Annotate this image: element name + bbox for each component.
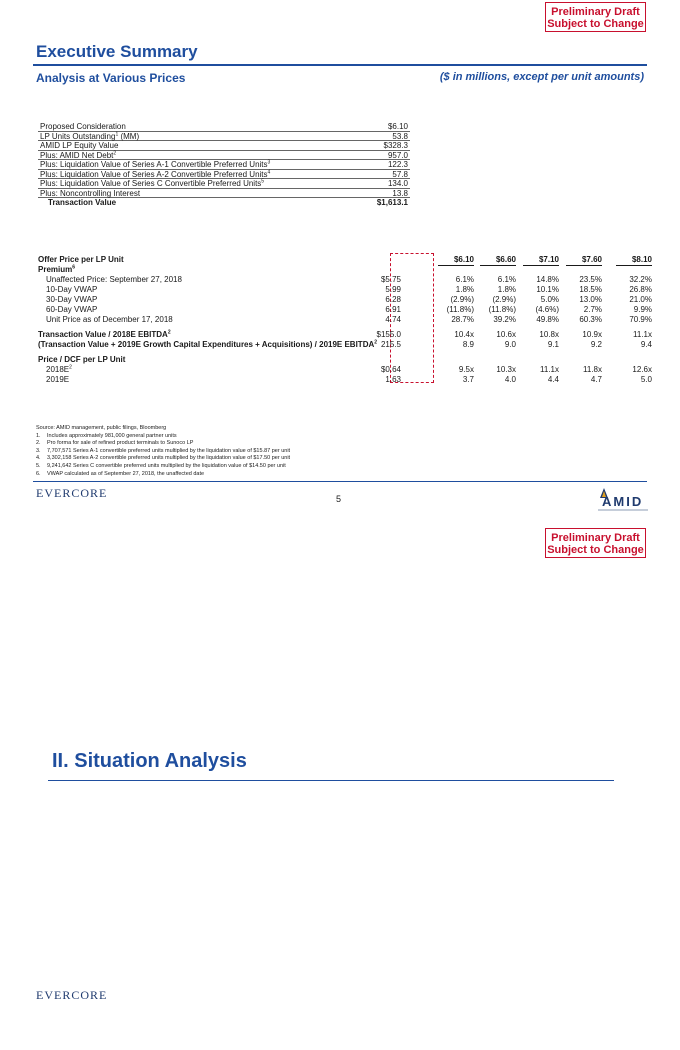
row-label (38, 330, 171, 340)
current-value: 1.63 (385, 375, 401, 384)
table-cell: 2.7% (583, 305, 602, 314)
current-value: 5.99 (385, 285, 401, 294)
table-cell: 1.8% (497, 285, 516, 294)
table-cell: (2.9%) (450, 295, 474, 304)
table-row (38, 375, 656, 385)
table-cell: 10.6x (496, 330, 516, 339)
consideration-value: 13.8 (392, 188, 408, 198)
row-label-text: 30-Day VWAP (46, 295, 98, 304)
table-row (38, 340, 656, 350)
label-suffix: (MM) (118, 131, 140, 141)
footnote (36, 455, 290, 463)
consideration-value: $328.3 (383, 141, 408, 150)
footnote-ref: 1 (115, 130, 119, 137)
label-text: Proposed Consideration (40, 122, 126, 131)
footnote-ref: 2 (69, 364, 72, 371)
table-cell: 5.0% (540, 295, 559, 304)
table-cell: (4.6%) (535, 305, 559, 314)
total-value: $1,613.1 (376, 198, 408, 207)
table-cell: 9.2 (590, 340, 602, 349)
footnote-number: 1. (36, 432, 41, 439)
table-cell: 13.0% (579, 295, 602, 304)
consideration-label (40, 170, 270, 180)
table-cell: 9.9% (633, 305, 652, 314)
consideration-row (38, 160, 410, 170)
row-label-text: 10-Day VWAP (46, 285, 98, 294)
footnote-ref: 4 (267, 168, 271, 175)
units-note: ($ in millions, except per unit amounts) (439, 71, 644, 83)
footnote-ref: 6 (72, 264, 76, 271)
offer-price-header: $7.60 (566, 255, 602, 266)
stamp-line-2: Subject to Change (547, 544, 644, 556)
table-cell: 9.0 (504, 340, 516, 349)
table-cell: 11.1x (633, 330, 652, 339)
consideration-value: $6.10 (387, 122, 408, 131)
footnote-number: 4. (36, 455, 41, 462)
row-label (38, 340, 377, 350)
table-cell: 21.0% (629, 295, 652, 304)
footnote-text: 9,241,642 Series C convertible preferred units multiplied by the liquidation value of $14.50 per unit (47, 462, 286, 469)
row-label (46, 315, 173, 325)
current-value: $5.75 (380, 275, 401, 284)
consideration-label (40, 151, 116, 161)
table-cell: 6.1% (497, 275, 516, 284)
offer-price-header: $6.60 (480, 255, 516, 266)
consideration-row (38, 141, 410, 151)
label-text: Plus: Liquidation Value of Series A-1 Convertible Preferred Units (40, 160, 268, 169)
row-label-text: Unit Price as of December 17, 2018 (46, 315, 173, 324)
table-cell: 26.8% (629, 285, 652, 294)
table-cell: 9.4 (640, 340, 652, 349)
table-cell: (2.9%) (492, 295, 516, 304)
consideration-value: 134.0 (387, 179, 408, 188)
footnote (36, 448, 290, 456)
consideration-row (38, 151, 410, 161)
section-rule (48, 780, 614, 781)
table-cell: (11.8%) (488, 305, 516, 314)
footer-rule (33, 481, 647, 482)
preliminary-draft-stamp (545, 2, 646, 32)
consideration-row (38, 132, 410, 142)
row-label (46, 295, 97, 305)
table-cell: 9.1 (547, 340, 559, 349)
current-value: 6.28 (385, 295, 401, 304)
table-cell: 49.8% (536, 315, 559, 324)
row-label (46, 275, 182, 285)
table-cell: 39.2% (493, 315, 516, 324)
offer-price-header: $6.10 (438, 255, 474, 266)
offer-header-label: Offer Price per LP Unit (38, 255, 124, 264)
consideration-row (38, 122, 410, 132)
consideration-row (38, 170, 410, 180)
consideration-value: 122.3 (387, 160, 408, 169)
dcf-label-row (38, 355, 656, 365)
footnote-number: 2. (36, 440, 41, 447)
table-cell: 4.4 (547, 375, 559, 384)
table-cell: 10.1% (536, 285, 559, 294)
premium-text: Premium (38, 265, 73, 274)
section-title: II. Situation Analysis (52, 750, 247, 772)
table-cell: 8.9 (462, 340, 474, 349)
table-cell: 1.8% (455, 285, 474, 294)
footnote-number: 3. (36, 447, 41, 454)
row-label (46, 375, 69, 385)
evercore-logo: EVERCORE (36, 486, 108, 500)
consideration-label (40, 160, 270, 170)
label-text: Plus: Liquidation Value of Series A-2 Convertible Preferred Units (40, 169, 268, 179)
table-cell: 70.9% (629, 315, 652, 324)
consideration-label (40, 141, 118, 151)
footnote (36, 440, 290, 448)
row-label-text: Unaffected Price: September 27, 2018 (46, 275, 182, 284)
footnote-ref: 5 (261, 178, 265, 185)
footnote-list (36, 433, 290, 479)
current-value: 215.5 (380, 340, 401, 349)
row-label-text: 2019E (46, 375, 70, 384)
transaction-value-row (38, 198, 410, 208)
footnote (36, 471, 290, 479)
premium-label (38, 265, 75, 275)
consideration-row (38, 189, 410, 199)
table-cell: 5.0 (640, 375, 652, 384)
table-cell: 32.2% (629, 275, 652, 284)
label-text: AMID LP Equity Value (40, 141, 119, 150)
page-number: 5 (336, 494, 342, 504)
footnote-number: 5. (36, 462, 41, 469)
table-row (38, 330, 656, 340)
footnote-text: 7,707,571 Series A-1 convertible preferred units multiplied by the liquidation value of $15.87 per unit (47, 447, 291, 454)
table-cell: 9.5x (458, 365, 474, 374)
table-cell: 3.7 (462, 375, 474, 384)
table-cell: 10.8x (539, 330, 559, 339)
footnote-text: VWAP calculated as of September 27, 2018, the unaffected date (47, 470, 205, 477)
preliminary-draft-stamp-2 (545, 528, 646, 558)
evercore-logo-bottom: EVERCORE (36, 988, 108, 1002)
consideration-label (40, 189, 140, 199)
table-cell: 4.7 (590, 375, 602, 384)
row-label-text: (Transaction Value + 2019E Growth Capital Expenditures + Acquisitions) / 2019E EBITDA (38, 340, 375, 349)
table-cell: 11.8x (583, 365, 602, 374)
table-row (38, 315, 656, 325)
table-row (38, 295, 656, 305)
row-label (46, 285, 97, 295)
table-cell: 11.1x (540, 365, 559, 374)
consideration-label (40, 132, 139, 142)
row-label (46, 305, 97, 315)
row-label (46, 365, 72, 375)
offer-price-table (38, 255, 656, 385)
consideration-value: 53.8 (392, 131, 408, 141)
current-value: $155.0 (376, 330, 401, 339)
table-row (38, 285, 656, 295)
footnote-ref: 2 (374, 339, 378, 346)
consideration-value: 957.0 (387, 150, 408, 160)
stamp-line-1: Preliminary Draft (551, 532, 640, 544)
source-note: Source: AMID management, public filings, Bloomberg (36, 425, 167, 431)
offer-price-header: $7.10 (523, 255, 559, 266)
table-cell: 23.5% (579, 275, 602, 284)
consideration-value: 57.8 (392, 169, 408, 179)
row-label-text: 2018E (46, 365, 70, 374)
table-cell: 12.6x (632, 365, 652, 374)
stamp-line-2: Subject to Change (547, 18, 644, 30)
footnote-text: 3,302,158 Series A-2 convertible preferred units multiplied by the liquidation value of $17.50 per unit (47, 455, 291, 462)
label-text: Plus: AMID Net Debt (40, 150, 114, 160)
footnote-ref: 2 (167, 329, 171, 336)
table-row (38, 305, 656, 315)
footnote (36, 433, 290, 441)
table-cell: 10.9x (582, 330, 602, 339)
footnote-text: Pro forma for sale of refined product terminals to Sunoco LP (47, 440, 194, 447)
table-cell: 18.5% (579, 285, 602, 294)
table-cell: 10.4x (454, 330, 474, 339)
label-text: Plus: Liquidation Value of Series C Convertible Preferred Units (40, 179, 262, 188)
offer-price-header: $8.10 (616, 255, 652, 266)
row-label-text: Transaction Value / 2018E EBITDA (38, 330, 168, 339)
amid-logo-text: AMID (602, 494, 644, 509)
table-cell: 14.8% (536, 275, 559, 284)
consideration-label (40, 122, 126, 132)
label-text: Plus: Noncontrolling Interest (40, 188, 141, 198)
label-text: LP Units Outstanding (40, 131, 116, 141)
footnotes (36, 425, 290, 478)
stamp-line-1: Preliminary Draft (551, 6, 640, 18)
footnote (36, 463, 290, 471)
offer-header-row (38, 255, 656, 265)
footnote-text: Includes approximately 981,000 general partner units (47, 432, 177, 439)
header-rule (33, 64, 647, 66)
dcf-label: Price / DCF per LP Unit (38, 355, 126, 364)
table-cell: 28.7% (451, 315, 474, 324)
table-cell: 6.1% (455, 275, 474, 284)
footnote-ref: 3 (267, 159, 271, 166)
row-label-text: 60-Day VWAP (46, 305, 98, 314)
total-label: Transaction Value (48, 198, 117, 207)
table-cell: 10.3x (496, 365, 516, 374)
page-subtitle: Analysis at Various Prices (36, 71, 186, 85)
table-cell: (11.8%) (446, 305, 474, 314)
consideration-row (38, 179, 410, 189)
table-cell: 4.0 (504, 375, 516, 384)
current-value: $0.64 (380, 365, 401, 374)
premium-label-row (38, 265, 656, 275)
current-value: 4.74 (385, 315, 401, 324)
consideration-table (38, 122, 410, 208)
table-row (38, 275, 656, 285)
table-cell: 60.3% (579, 315, 602, 324)
consideration-label (40, 179, 264, 189)
footnote-number: 6. (36, 470, 41, 477)
current-value: 6.91 (385, 305, 401, 314)
table-row (38, 365, 656, 375)
footnote-ref: 2 (113, 149, 117, 156)
page-title: Executive Summary (36, 42, 198, 61)
